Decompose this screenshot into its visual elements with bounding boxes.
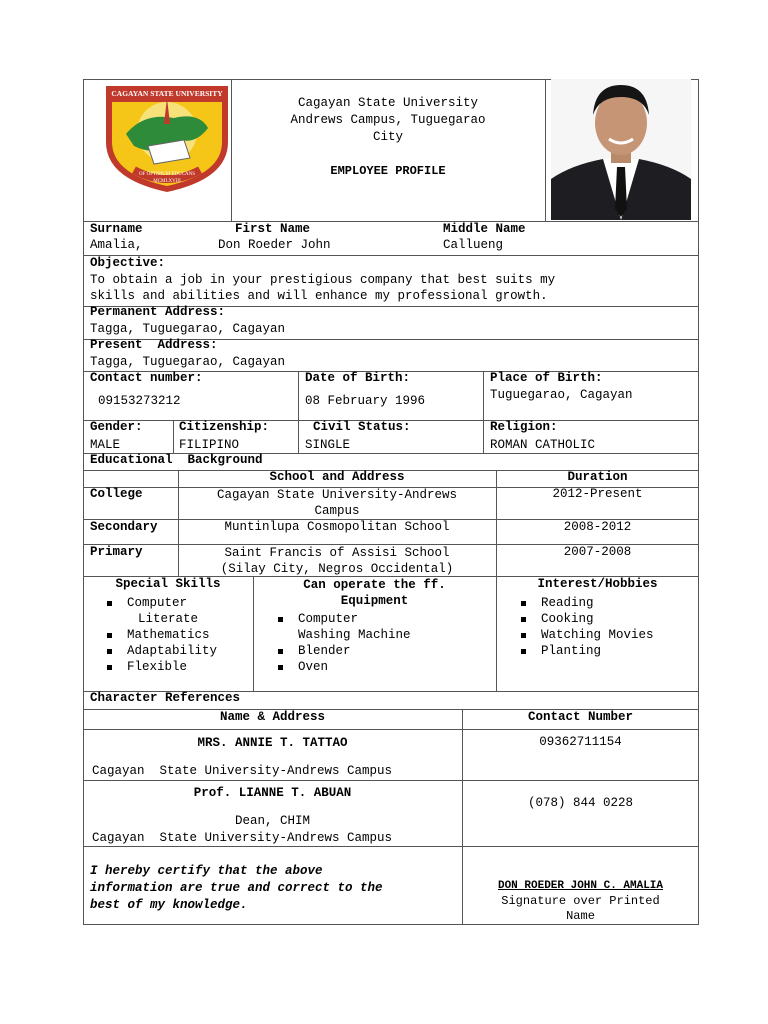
profile-photo — [551, 79, 691, 220]
objective-text-line1: To obtain a job in your prestigious company that best suits my — [90, 273, 556, 287]
dob-value: 08 February 1996 — [305, 394, 426, 408]
permanent-address-label: Permanent Address: — [90, 305, 226, 319]
gender-value: MALE — [90, 438, 121, 452]
education-label: Educational Background — [90, 453, 263, 467]
equipment-label-line: Equipment — [340, 594, 409, 608]
equipment-label — [253, 577, 496, 609]
surname-label: Surname — [90, 222, 143, 236]
school-line: (Silay City, Negros Occidental) — [220, 562, 454, 576]
university-logo — [104, 84, 230, 194]
signer-name: DON ROEDER JOHN C. AMALIA — [497, 880, 664, 892]
religion-label: Religion: — [490, 420, 558, 434]
equipment-label-line: Can operate the ff. — [303, 578, 446, 592]
reference-name: MRS. ANNIE T. TATTAO — [197, 736, 348, 750]
school-line: Cagayan State University-Andrews — [216, 488, 458, 502]
education-school: Muntinlupa Cosmopolitan School — [224, 520, 450, 534]
signature-caption-line: Signature over Printed — [501, 894, 660, 908]
certification-line: I hereby certify that the above — [90, 864, 323, 878]
special-skills-list — [99, 595, 217, 675]
education-level: Primary — [90, 545, 143, 559]
surname-value: Amalia, — [90, 238, 143, 252]
objective-text-line2: skills and abilities and will enhance my professional growth. — [90, 289, 548, 303]
list-item: Oven — [270, 659, 411, 675]
school-line: Campus — [314, 504, 360, 518]
university-name: Cagayan State University — [297, 96, 479, 110]
list-item: Blender — [270, 643, 411, 659]
certification-line: best of my knowledge. — [90, 898, 248, 912]
education-duration: 2007-2008 — [563, 545, 632, 559]
special-skills-label: Special Skills — [115, 577, 221, 591]
reference-name: Prof. LIANNE T. ABUAN — [193, 786, 352, 800]
logo-year: MCMLXVIII — [153, 179, 181, 184]
education-level: College — [90, 487, 143, 501]
signature-caption — [462, 894, 699, 924]
list-item: Washing Machine — [298, 628, 411, 642]
logo-motto: OF OPTIMUM EDUCANS — [138, 172, 196, 177]
form-title: EMPLOYEE PROFILE — [330, 164, 446, 178]
list-item: Flexible — [99, 659, 217, 675]
contact-label: Contact number: — [90, 371, 203, 385]
logo-top-text: CAGAYAN STATE UNIVERSITY — [111, 89, 223, 98]
reference-address: Cagayan State University-Andrews Campus — [92, 764, 393, 778]
middle-name-value: Callueng — [443, 238, 504, 252]
campus-line: Andrews Campus, Tuguegarao — [290, 113, 486, 127]
list-item: Watching Movies — [513, 627, 654, 643]
reference-title: Dean, CHIM — [234, 814, 310, 828]
list-item: Literate — [138, 612, 199, 626]
list-item: Planting — [513, 643, 654, 659]
gender-label: Gender: — [90, 420, 143, 434]
first-name-value: Don Roeder John — [218, 238, 331, 252]
certification-line: information are true and correct to the — [90, 881, 383, 895]
list-item: Computer — [99, 595, 217, 611]
contact-column-header: Contact Number — [527, 710, 634, 724]
reference-address: Cagayan State University-Andrews Campus — [92, 831, 393, 845]
school-column-header: School and Address — [269, 470, 405, 484]
list-item: Cooking — [513, 611, 654, 627]
references-label: Character References — [90, 691, 241, 705]
education-duration: 2008-2012 — [563, 520, 632, 534]
dob-label: Date of Birth: — [305, 371, 411, 385]
first-name-label: First Name — [235, 222, 311, 236]
name-address-column-header: Name & Address — [219, 710, 326, 724]
list-item: Adaptability — [99, 643, 217, 659]
divider — [545, 79, 546, 221]
list-item: Mathematics — [99, 627, 217, 643]
religion-value: ROMAN CATHOLIC — [490, 438, 596, 452]
pob-value: Tuguegarao, Cagayan — [490, 388, 633, 402]
school-line: Saint Francis of Assisi School — [224, 546, 450, 560]
education-school — [178, 545, 496, 577]
education-duration: 2012-Present — [552, 487, 643, 501]
employee-profile-form — [83, 79, 699, 925]
contact-value: 09153273212 — [98, 394, 181, 408]
city-line: City — [372, 130, 403, 144]
education-school — [178, 487, 496, 519]
middle-name-label: Middle Name — [443, 222, 526, 236]
civil-status-label: Civil Status: — [313, 420, 411, 434]
reference-contact: (078) 844 0228 — [527, 796, 634, 810]
certification-statement — [90, 863, 383, 914]
hobbies-label: Interest/Hobbies — [537, 577, 658, 591]
present-address-value: Tagga, Tuguegarao, Cagayan — [90, 355, 286, 369]
hobbies-list — [513, 595, 654, 659]
citizenship-label: Citizenship: — [179, 420, 270, 434]
pob-label: Place of Birth: — [490, 371, 603, 385]
citizenship-value: FILIPINO — [179, 438, 240, 452]
objective-label: Objective: — [90, 256, 166, 270]
equipment-list — [270, 611, 411, 675]
education-level: Secondary — [90, 520, 158, 534]
civil-status-value: SINGLE — [305, 438, 351, 452]
present-address-label: Present Address: — [90, 338, 218, 352]
permanent-address-value: Tagga, Tuguegarao, Cagayan — [90, 322, 286, 336]
signature-caption-line: Name — [566, 909, 595, 923]
list-item: Reading — [513, 595, 654, 611]
list-item: Computer — [270, 611, 411, 627]
reference-contact: 09362711154 — [539, 735, 622, 749]
duration-column-header: Duration — [567, 470, 628, 484]
